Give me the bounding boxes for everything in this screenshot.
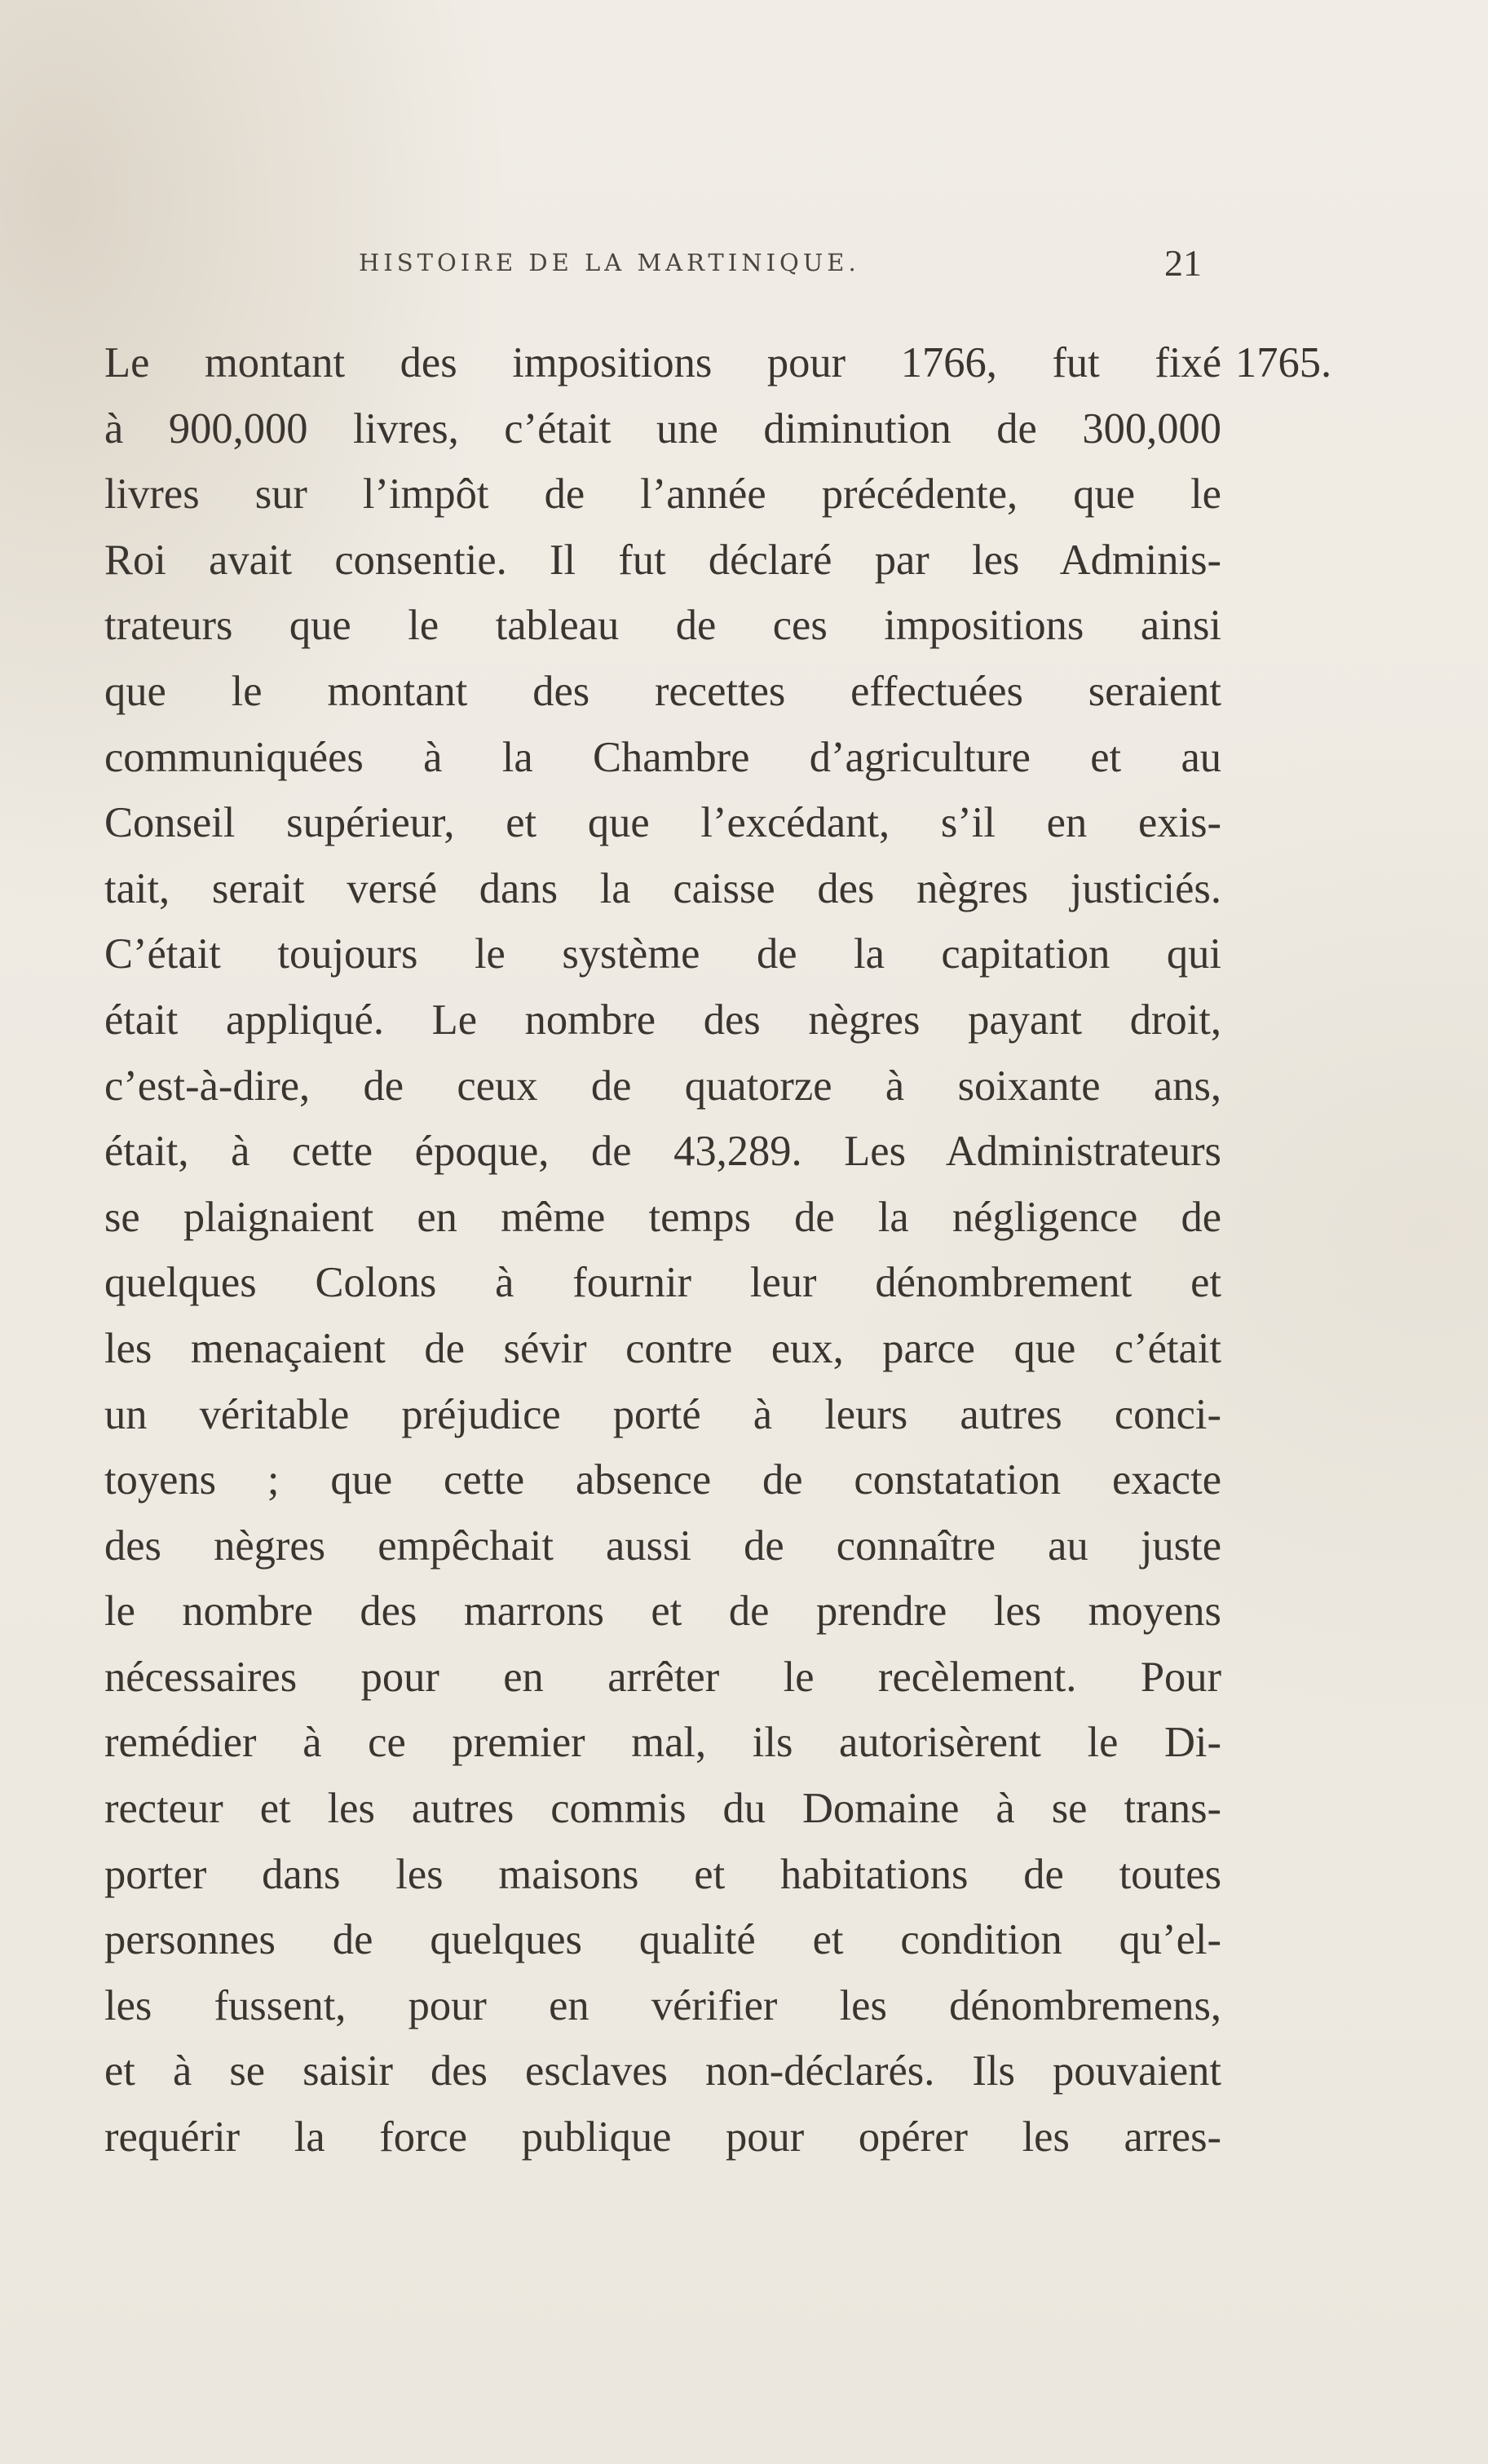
text-line: se plaignaient en même temps de la négligence de [104,1193,1221,1241]
text-line: c’est-à-dire, de ceux de quatorze à soixante ans, [104,1062,1221,1110]
text-line: le nombre des marrons et de prendre les moyens [104,1587,1221,1636]
text-line: Le montant des impositions pour 1766, fut fixé [104,339,1221,386]
text-line: porter dans les maisons et habitations de toutes [104,1850,1221,1898]
text-line: C’était toujours le système de la capitation qui [104,930,1221,978]
text-line: les menaçaient de sévir contre eux, parce que c’était [104,1324,1221,1372]
running-head: HISTOIRE DE LA MARTINIQUE. [359,249,860,276]
text-line: un véritable préjudice porté à leurs autres conci- [104,1390,1221,1438]
page-number: 21 [1164,242,1202,284]
text-line: tait, serait versé dans la caisse des nègres justiciés. [104,864,1221,912]
text-line: requérir la force publique pour opérer les arres- [104,2113,1221,2162]
text-line: des nègres empêchait aussi de connaître au juste [104,1521,1221,1570]
body-text [104,330,1221,2170]
text-line: Conseil supérieur, et que l’excédant, s’il en exis- [104,799,1221,847]
text-line: trateurs que le tableau de ces impositions ainsi [104,602,1221,650]
text-line: quelques Colons à fournir leur dénombrement et [104,1259,1221,1307]
text-line: était, à cette époque, de 43,289. Les Administrateurs [104,1128,1221,1176]
text-line: nécessaires pour en arrêter le recèlement. Pour [104,1653,1221,1701]
text-line: toyens ; que cette absence de constatation exacte [104,1456,1221,1504]
text-line: personnes de quelques qualité et condition qu’el- [104,1916,1221,1964]
text-line: Roi avait consentie. Il fut déclaré par les Adminis- [104,536,1221,584]
text-line: recteur et les autres commis du Domaine à se trans- [104,1785,1221,1833]
text-line: que le montant des recettes effectuées seraient [104,667,1221,715]
text-line: livres sur l’impôt de l’année précédente, que le [104,470,1221,519]
text-line: et à se saisir des esclaves non-déclarés. Ils pouvaient [104,2047,1221,2095]
margin-year: 1765. [1235,339,1332,386]
text-line: à 900,000 livres, c’était une diminution de 300,000 [104,404,1221,453]
text-line: remédier à ce premier mal, ils autorisèrent le Di- [104,1719,1221,1767]
text-line: les fussent, pour en vérifier les dénombremens, [104,1981,1221,2029]
text-line: était appliqué. Le nombre des nègres payant droit, [104,996,1221,1044]
text-line: communiquées à la Chambre d’agriculture et au [104,733,1221,781]
